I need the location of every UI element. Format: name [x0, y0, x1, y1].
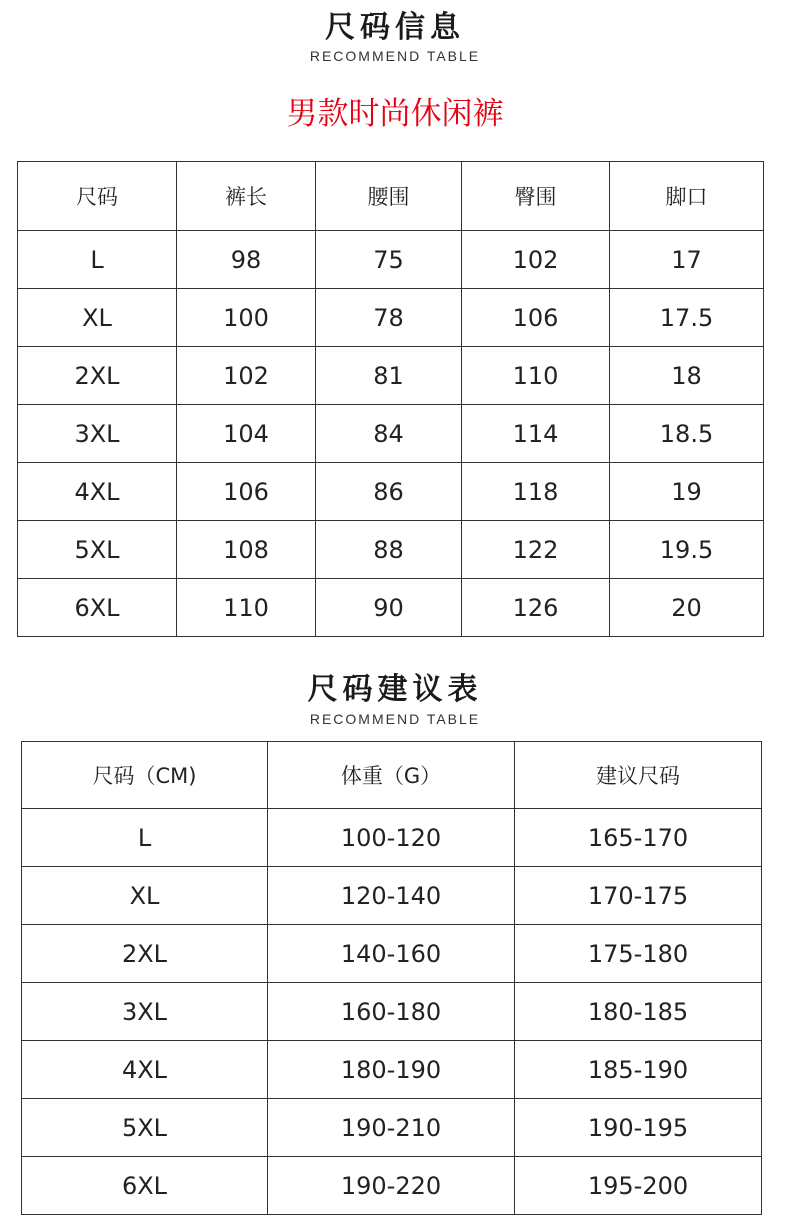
table-cell: 140-160 [268, 925, 515, 983]
table-cell: 78 [316, 289, 462, 347]
size-info-table [17, 161, 764, 637]
table-cell: 5XL [18, 521, 177, 579]
table-cell: 110 [462, 347, 610, 405]
table-row [18, 463, 764, 521]
table-cell: 6XL [18, 579, 177, 637]
table-cell: 126 [462, 579, 610, 637]
table-cell: XL [22, 867, 268, 925]
table-cell: 190-220 [268, 1157, 515, 1215]
table-cell: 165-170 [515, 809, 762, 867]
table-cell: L [22, 809, 268, 867]
table-row [18, 579, 764, 637]
table-cell: 98 [177, 231, 316, 289]
table-row [18, 347, 764, 405]
header-cell-hip: 臀围 [462, 162, 610, 231]
table-cell: 118 [462, 463, 610, 521]
table-cell: 81 [316, 347, 462, 405]
header-cell-size: 尺码 [18, 162, 177, 231]
table-cell: 2XL [18, 347, 177, 405]
table-cell: 17 [610, 231, 764, 289]
table-cell: 19.5 [610, 521, 764, 579]
table-cell: 120-140 [268, 867, 515, 925]
table-cell: 18.5 [610, 405, 764, 463]
table-header-row [18, 162, 764, 231]
table-cell: 102 [462, 231, 610, 289]
table-cell: 6XL [22, 1157, 268, 1215]
table-row [22, 1099, 762, 1157]
size-recommend-title: 尺码建议表 [307, 672, 483, 707]
header-cell-recommended-size: 建议尺码 [515, 742, 762, 809]
table-cell: 90 [316, 579, 462, 637]
table-cell: 4XL [22, 1041, 268, 1099]
table-cell: 18 [610, 347, 764, 405]
table-cell: 3XL [18, 405, 177, 463]
table-cell: 3XL [22, 983, 268, 1041]
table-row [18, 289, 764, 347]
table-cell: 4XL [18, 463, 177, 521]
table-row [22, 867, 762, 925]
table-cell: 114 [462, 405, 610, 463]
table-cell: 170-175 [515, 867, 762, 925]
header-cell-hem: 脚口 [610, 162, 764, 231]
table-cell: 19 [610, 463, 764, 521]
size-info-subtitle: RECOMMEND TABLE [309, 48, 481, 64]
header-cell-waist: 腰围 [316, 162, 462, 231]
table-row [22, 1041, 762, 1099]
size-recommend-subtitle: RECOMMEND TABLE [309, 711, 481, 727]
table-row [22, 1157, 762, 1215]
table-cell: 190-210 [268, 1099, 515, 1157]
table-cell: 185-190 [515, 1041, 762, 1099]
table-cell: 102 [177, 347, 316, 405]
table-cell: 190-195 [515, 1099, 762, 1157]
table-row [18, 231, 764, 289]
table-cell: 20 [610, 579, 764, 637]
table-cell: 180-185 [515, 983, 762, 1041]
table-cell: 88 [316, 521, 462, 579]
size-info-title: 尺码信息 [325, 10, 465, 45]
size-recommend-table [21, 741, 762, 1215]
table-header-row [22, 742, 762, 809]
table-cell: 86 [316, 463, 462, 521]
table-cell: 5XL [22, 1099, 268, 1157]
table-cell: 2XL [22, 925, 268, 983]
table-row [18, 521, 764, 579]
table-cell: 75 [316, 231, 462, 289]
table-cell: 100-120 [268, 809, 515, 867]
header-cell-weight: 体重（G） [268, 742, 515, 809]
table-cell: 160-180 [268, 983, 515, 1041]
table-cell: L [18, 231, 177, 289]
table-cell: 17.5 [610, 289, 764, 347]
table-cell: XL [18, 289, 177, 347]
product-name: 男款时尚休闲裤 [286, 96, 504, 132]
table-cell: 106 [177, 463, 316, 521]
header-cell-size: 尺码（CM) [22, 742, 268, 809]
table-cell: 84 [316, 405, 462, 463]
table-row [22, 983, 762, 1041]
table-cell: 175-180 [515, 925, 762, 983]
table-cell: 122 [462, 521, 610, 579]
table-cell: 180-190 [268, 1041, 515, 1099]
table-cell: 110 [177, 579, 316, 637]
table-row [22, 925, 762, 983]
table-cell: 100 [177, 289, 316, 347]
table-cell: 106 [462, 289, 610, 347]
header-cell-length: 裤长 [177, 162, 316, 231]
table-row [18, 405, 764, 463]
table-row [22, 809, 762, 867]
table-cell: 195-200 [515, 1157, 762, 1215]
table-cell: 108 [177, 521, 316, 579]
table-cell: 104 [177, 405, 316, 463]
